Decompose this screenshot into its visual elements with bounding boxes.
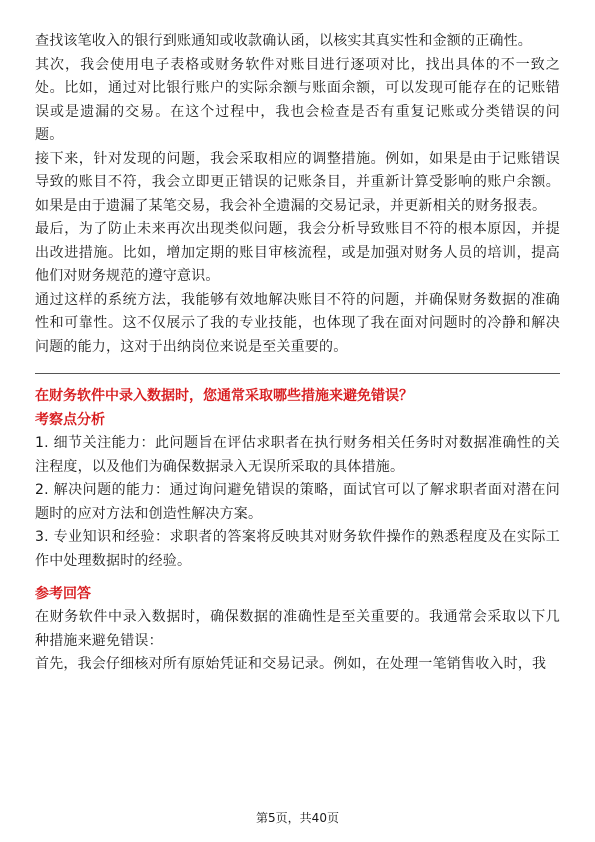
answer-paragraph: 最后，为了防止未来再次出现类似问题，我会分析导致账目不符的根本原因，并提出改进措施。比如，增加定期的账目审核流程，或是加强对财务人员的培训，提高他们对财务规范的遵守意识。 <box>35 221 560 284</box>
answer-paragraph: 在财务软件中录入数据时，确保数据的准确性是至关重要的。我通常会采取以下几种措施来避免错误： <box>35 609 560 649</box>
answer-paragraph: 通过这样的系统方法，我能够有效地解决账目不符的问题，并确保财务数据的准确性和可靠性。这不仅展示了我的专业技能，也体现了我在面对问题时的冷静和解决问题的能力，这对于出纳岗位来说是至关重要的。 <box>35 291 560 355</box>
analysis-heading: 考察点分析 <box>35 412 105 428</box>
previous-answer-continuation <box>35 30 560 359</box>
analysis-item: 3. 专业知识和经验：求职者的答案将反映其对财务软件操作的熟悉程度及在实际工作中处理数据时的经验。 <box>35 529 560 569</box>
analysis-item: 2. 解决问题的能力：通过询问避免错误的策略，面试官可以了解求职者面对潜在问题时的应对方法和创造性解决方案。 <box>35 482 560 522</box>
answer-paragraph: 查找该笔收入的银行到账通知或收款确认函，以核实其真实性和金额的正确性。 <box>35 33 532 49</box>
reference-answer-section <box>35 582 560 677</box>
spacer <box>35 573 560 582</box>
document-page <box>35 30 560 677</box>
analysis-item: 1. 细节关注能力：此问题旨在评估求职者在执行财务相关任务时对数据准确性的关注程度，以及他们为确保数据录入无误所采取的具体措施。 <box>35 435 560 475</box>
reference-answer-heading: 参考回答 <box>35 586 91 602</box>
answer-paragraph: 接下来，针对发现的问题，我会采取相应的调整措施。例如，如果是由于记账错误导致的账目不符，我会立即更正错误的记账条目，并重新计算受影响的账户余额。如果是由于遗漏了某笔交易，我会补全遗漏的交易记录，并更新相关的财务报表。 <box>35 150 560 214</box>
interview-question: 在财务软件中录入数据时，您通常采取哪些措施来避免错误？ <box>35 388 413 404</box>
answer-paragraph: 其次，我会使用电子表格或财务软件对账目进行逐项对比，找出具体的不一致之处。比如，通过对比银行账户的实际余额与账面余额，可以发现可能存在的记账错误或是遗漏的交易。在这个过程中，我也会检查是否有重复记账或分类错误的问题。 <box>35 56 560 143</box>
section-divider <box>35 373 560 374</box>
answer-paragraph: 首先，我会仔细核对所有原始凭证和交易记录。例如，在处理一笔销售收入时，我 <box>35 656 547 672</box>
analysis-section <box>35 408 560 573</box>
page-number-footer: 第5页，共40页 <box>256 811 339 825</box>
